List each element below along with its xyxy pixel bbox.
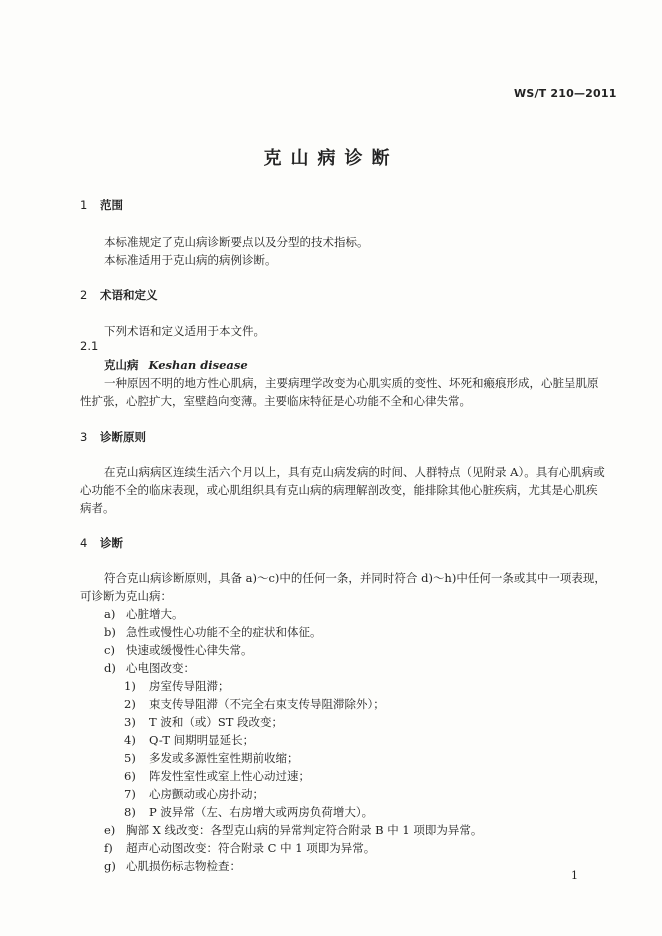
sub-list-text: 心房颤动或心房扑动；	[149, 787, 264, 801]
list-text: 急性或慢性心功能不全的症状和体征。	[126, 625, 322, 639]
sub-list-label: 2)	[124, 697, 136, 711]
sub-list-label: 1)	[124, 679, 136, 693]
list-text: 心脏增大。	[126, 607, 184, 621]
section-number: 2	[80, 288, 88, 302]
sub-list-text: 房室传导阻滞；	[149, 679, 230, 693]
section-title: 诊断	[100, 536, 123, 550]
definition-line: 性扩张，心腔扩大，室壁趋向变薄。主要临床特征是心功能不全和心律失常。	[80, 394, 471, 408]
section-number: 4	[80, 536, 88, 550]
section-number: 1	[80, 198, 88, 212]
term-english: Keshan disease	[148, 358, 248, 372]
list-label: c)	[104, 643, 115, 657]
sub-list-item	[124, 750, 299, 766]
section-heading	[80, 535, 123, 551]
list-label: d)	[104, 661, 116, 675]
paragraph-line: 病者。	[80, 501, 115, 515]
list-item	[104, 642, 253, 658]
list-text: 心电图改变：	[126, 661, 195, 675]
list-item	[104, 624, 322, 640]
sub-list-item	[124, 678, 230, 694]
sub-list-item	[124, 768, 310, 784]
list-item	[104, 858, 241, 874]
sub-list-label: 7)	[124, 787, 136, 801]
sub-list-label: 3)	[124, 715, 136, 729]
sub-list-item	[124, 714, 283, 730]
sub-list-text: 阵发性室性或室上性心动过速；	[149, 769, 310, 783]
sub-list-label: 5)	[124, 751, 136, 765]
sub-list-item	[124, 696, 385, 712]
list-text: 胸部 X 线改变：各型克山病的异常判定符合附录 B 中 1 项即为异常。	[126, 823, 483, 837]
sub-list-item	[124, 786, 264, 802]
paragraph-line: 符合克山病诊断原则，具备 a)～c)中的任何一条，并同时符合 d)～h)中任何一条或其中一项表现，	[104, 571, 606, 585]
list-label: e)	[104, 823, 116, 837]
sub-list-text: P 波异常（左、右房增大或两房负荷增大）。	[149, 805, 374, 819]
term-entry	[104, 357, 248, 373]
section-title: 范围	[100, 198, 123, 212]
section-heading	[80, 287, 158, 303]
sub-list-label: 6)	[124, 769, 136, 783]
sub-list-text: T 波和（或）ST 段改变；	[149, 715, 284, 729]
list-label: g)	[104, 859, 116, 873]
section-title: 术语和定义	[100, 288, 158, 302]
paragraph-line: 心功能不全的临床表现，或心肌组织具有克山病的病理解剖改变，能排除其他心脏疾病，尤其是心肌疾	[80, 483, 598, 497]
list-item	[104, 660, 195, 676]
document-title: 克山病诊断	[263, 148, 399, 169]
list-text: 超声心动图改变：符合附录 C 中 1 项即为异常。	[126, 841, 376, 855]
list-item	[104, 606, 184, 622]
section-title: 诊断原则	[100, 430, 146, 444]
standard-number: WS/T 210—2011	[514, 87, 617, 100]
sub-list-text: Q-T 间期明显延长；	[149, 733, 255, 747]
sub-list-item	[124, 804, 373, 820]
paragraph: 本标准适用于克山病的病例诊断。	[104, 253, 277, 267]
paragraph: 本标准规定了克山病诊断要点以及分型的技术指标。	[104, 235, 369, 249]
list-text: 快速或缓慢性心律失常。	[126, 643, 253, 657]
sub-list-text: 多发或多源性室性期前收缩；	[149, 751, 299, 765]
section-number: 3	[80, 430, 88, 444]
list-item	[104, 822, 482, 838]
list-label: f)	[104, 841, 113, 855]
paragraph-line: 可诊断为克山病：	[80, 589, 172, 603]
clause-number: 2.1	[80, 339, 99, 353]
sub-list-item	[124, 732, 254, 748]
sub-list-text: 束支传导阻滞（不完全右束支传导阻滞除外）；	[149, 697, 385, 711]
paragraph-line: 在克山病病区连续生活六个月以上，具有克山病发病的时间、人群特点（见附录 A）。具有心肌病或	[104, 465, 605, 479]
list-text: 心肌损伤标志物检查：	[126, 859, 241, 873]
term-chinese: 克山病	[104, 358, 139, 372]
list-label: a)	[104, 607, 116, 621]
section-heading	[80, 197, 123, 213]
page-number: 1	[571, 869, 578, 882]
definition-line: 一种原因不明的地方性心肌病，主要病理学改变为心肌实质的变性、坏死和瘢痕形成，心脏呈肌原	[104, 376, 599, 390]
sub-list-label: 8)	[124, 805, 136, 819]
paragraph: 下列术语和定义适用于本文件。	[104, 324, 265, 338]
list-label: b)	[104, 625, 116, 639]
section-heading	[80, 429, 146, 445]
list-item	[104, 840, 375, 856]
sub-list-label: 4)	[124, 733, 136, 747]
